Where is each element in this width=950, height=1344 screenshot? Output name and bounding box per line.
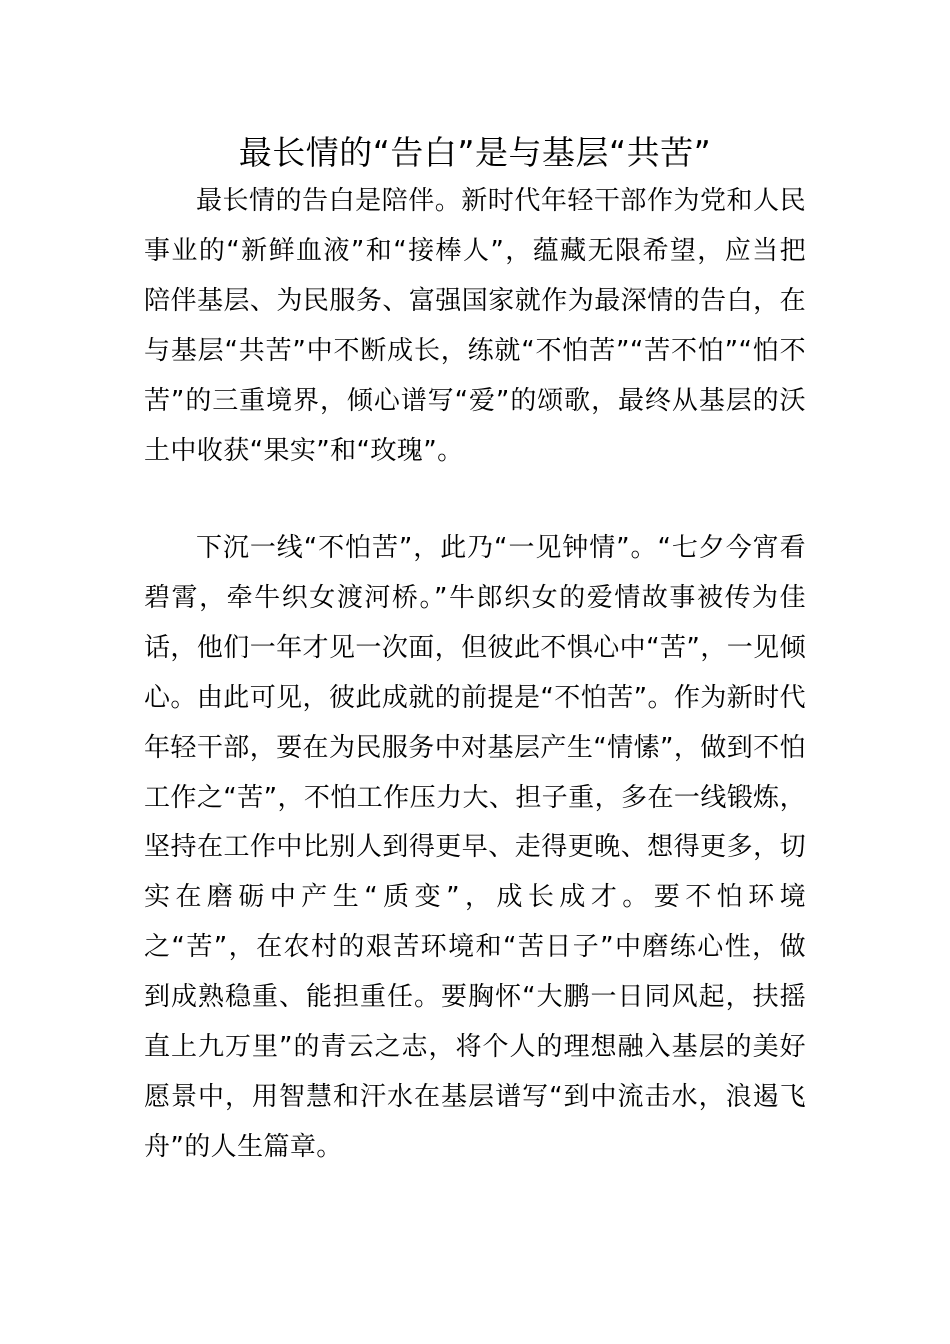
paragraph-intro: 最长情的告白是陪伴。新时代年轻干部作为党和人民事业的“新鲜血液”和“接棒人”，蕴藏无限希望，应当把陪伴基层、为民服务、富强国家就作为最深情的告白，在与基层“共苦”中不断成长，练就“不怕苦”“苦不怕”“怕不苦”的三重境界，倾心谱写“爱”的颂歌，最终从基层的沃土中收获“果实”和“玫瑰”。 xyxy=(144,186,806,466)
document-title: 最长情的“告白”是与基层“共苦” xyxy=(238,133,712,172)
paragraph-not-afraid-of-hardship: 下沉一线“不怕苦”，此乃“一见钟情”。“七夕今宵看碧霄，牵牛织女渡河桥。”牛郎织女的爱情故事被传为佳话，他们一年才见一次面，但彼此不惧心中“苦”，一见倾心。由此可见，彼此成就的前提是“不怕苦”。作为新时代年轻干部，要在为民服务中对基层产生“情愫”，做到不怕工作之“苦”，不怕工作压力大、担子重，多在一线锻炼，坚持在工作中比别人到得更早、走得更晚、想得更多，切实在磨砺中产生“质变”，成长成才。要不怕环境之“苦”，在农村的艰苦环境和“苦日子”中磨练心性，做到成熟稳重、能担重任。要胸怀“大鹏一日同风起，扶摇直上九万里”的青云之志，将个人的理想融入基层的美好愿景中，用智慧和汗水在基层谱写“到中流击水，浪遏飞舟”的人生篇章。 xyxy=(144,533,806,1162)
